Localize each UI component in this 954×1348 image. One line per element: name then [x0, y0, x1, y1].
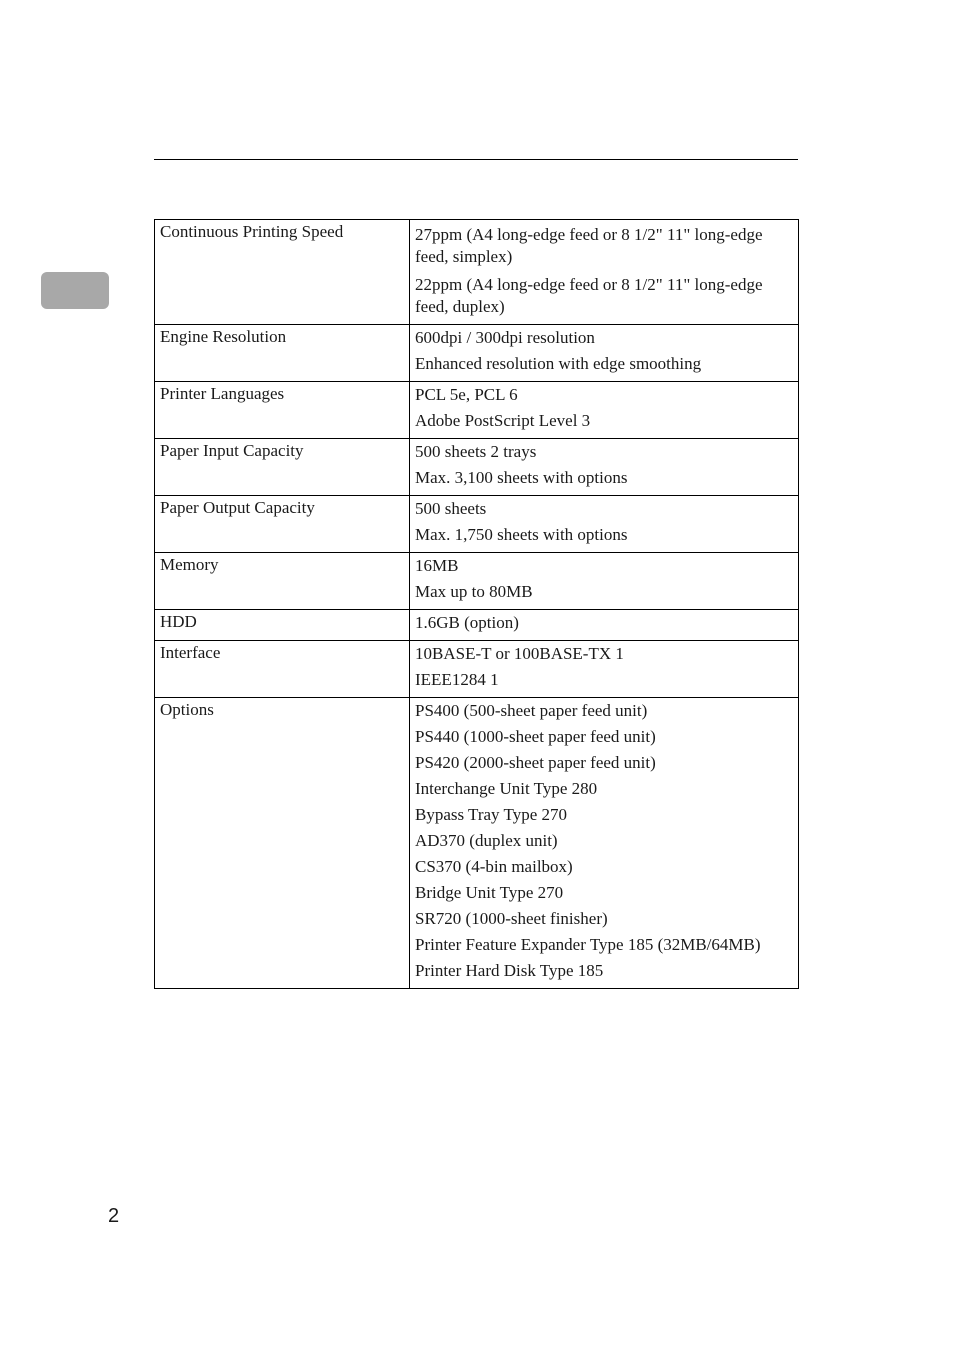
spec-label-cell [155, 439, 410, 496]
spec-value-cell [410, 641, 799, 698]
spec-value: SR720 (1000-sheet finisher) [415, 909, 608, 928]
spec-table [154, 219, 799, 989]
spec-value-cell [410, 220, 799, 325]
spec-value: PS420 (2000-sheet paper feed unit) [415, 753, 656, 772]
spec-value: CS370 (4-bin mailbox) [415, 857, 573, 876]
spec-value: 500 sheets 2 trays [415, 442, 537, 461]
spec-row [155, 496, 799, 553]
spec-value-cell [410, 439, 799, 496]
spec-label: Printer Languages [160, 384, 285, 403]
spec-value: PS400 (500-sheet paper feed unit) [415, 701, 648, 720]
spec-label: Options [160, 700, 214, 719]
spec-row [155, 325, 799, 382]
spec-row [155, 698, 799, 989]
spec-label-cell [155, 698, 410, 989]
spec-value: PCL 5e, PCL 6 [415, 385, 518, 404]
spec-row [155, 553, 799, 610]
spec-value: Printer Feature Expander Type 185 (32MB/64MB) [415, 935, 761, 954]
spec-label: Paper Output Capacity [160, 498, 315, 517]
spec-label-cell [155, 553, 410, 610]
spec-value-cell [410, 496, 799, 553]
spec-label-cell [155, 496, 410, 553]
spec-label: Continuous Printing Speed [160, 222, 344, 241]
spec-value: PS440 (1000-sheet paper feed unit) [415, 727, 656, 746]
spec-value: 1.6GB (option) [415, 613, 519, 632]
spec-value: Max up to 80MB [415, 582, 533, 601]
spec-row [155, 439, 799, 496]
spec-label: Paper Input Capacity [160, 441, 304, 460]
spec-value-cell [410, 325, 799, 382]
spec-row [155, 382, 799, 439]
spec-value: Enhanced resolution with edge smoothing [415, 354, 702, 373]
spec-value-cell [410, 610, 799, 641]
spec-value: Bridge Unit Type 270 [415, 883, 564, 902]
spec-value: Max. 1,750 sheets with options [415, 525, 628, 544]
page-number: 2 [108, 1205, 120, 1227]
spec-value: Bypass Tray Type 270 [415, 805, 567, 824]
spec-label: Memory [160, 555, 219, 574]
spec-value: 10BASE-T or 100BASE-TX 1 [415, 644, 624, 663]
spec-value-cell [410, 553, 799, 610]
spec-value: Adobe PostScript Level 3 [415, 411, 591, 430]
spec-value: 500 sheets [415, 499, 487, 518]
spec-label: Interface [160, 643, 221, 662]
spec-row [155, 610, 799, 641]
spec-value: IEEE1284 1 [415, 670, 499, 689]
spec-label-cell [155, 641, 410, 698]
spec-label: HDD [160, 612, 197, 631]
spec-value: AD370 (duplex unit) [415, 831, 558, 850]
spec-row [155, 220, 799, 325]
spec-value: 22ppm (A4 long-edge feed or 8 1/2" 11" long-edge feed, duplex) [415, 275, 763, 316]
spec-value-cell [410, 698, 799, 989]
spec-row [155, 641, 799, 698]
spec-label-cell [155, 610, 410, 641]
spec-value-cell [410, 382, 799, 439]
chapter-tab [41, 272, 109, 309]
spec-label-cell [155, 382, 410, 439]
spec-label-cell [155, 220, 410, 325]
spec-value: 16MB [415, 556, 459, 575]
header-rule [154, 159, 798, 160]
spec-value: 600dpi / 300dpi resolution [415, 328, 595, 347]
spec-value: Max. 3,100 sheets with options [415, 468, 628, 487]
spec-label: Engine Resolution [160, 327, 287, 346]
spec-value: Interchange Unit Type 280 [415, 779, 598, 798]
spec-value: 27ppm (A4 long-edge feed or 8 1/2" 11" long-edge feed, simplex) [415, 225, 763, 266]
spec-label-cell [155, 325, 410, 382]
spec-value: Printer Hard Disk Type 185 [415, 961, 604, 980]
